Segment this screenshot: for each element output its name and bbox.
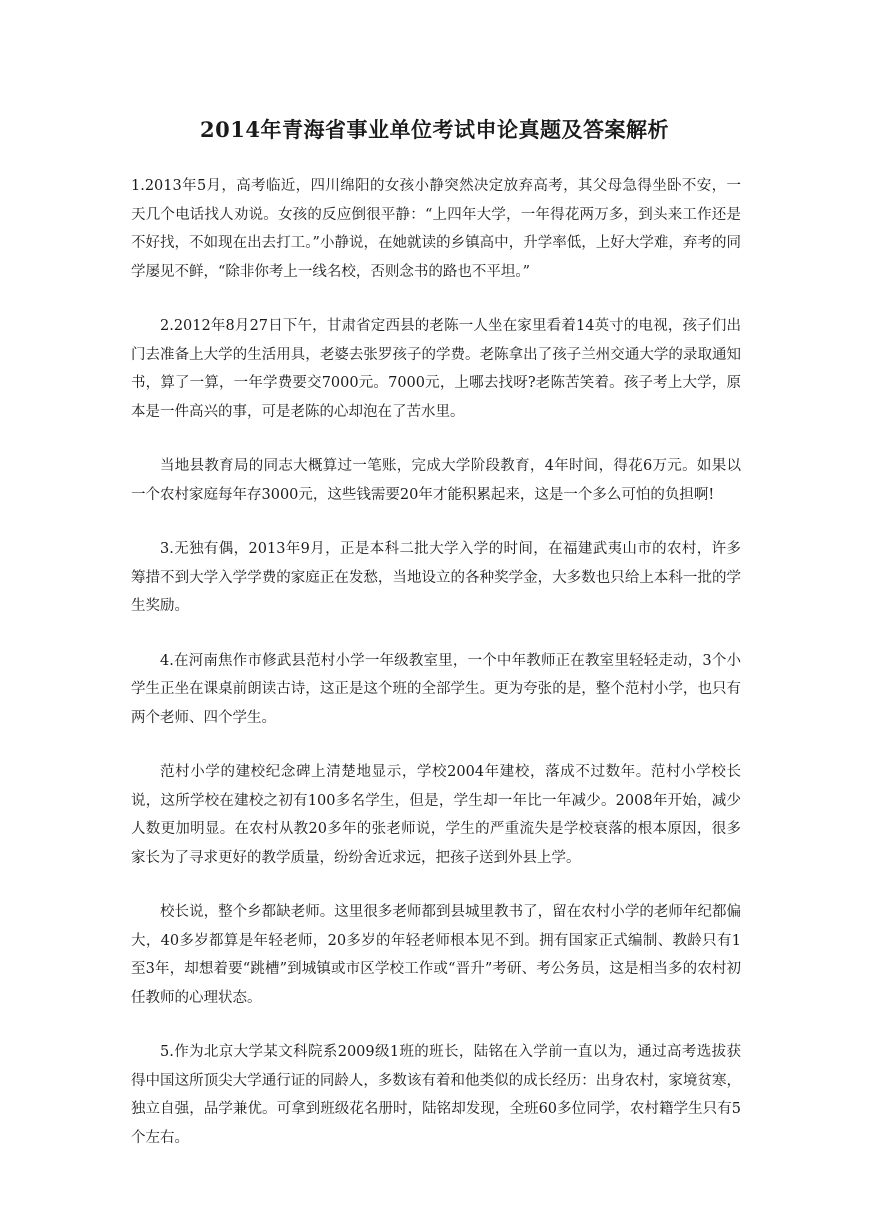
paragraph-3: 当地县教育局的同志大概算过一笔账，完成大学阶段教育，4年时间，得花6万元。如果以一个农村家庭每年存3000元，这些钱需要20年才能积累起来，这是一个多么可怕的负担啊! xyxy=(131,458,741,503)
paragraph-1: 1.2013年5月，高考临近，四川绵阳的女孩小静突然决定放弃高考，其父母急得坐卧不安，一天几个电话找人劝说。女孩的反应倒很平静：“上四年大学，一年得花两万多，到头来工作还是不好找，不如现在出去打工。”小静说，在她就读的乡镇高中，升学率低，上好大学难，弃考的同学屡见不鲜，“除非你考上一线名校，否则念书的路也不平坦。” xyxy=(131,178,741,280)
paragraph-2: 2.2012年8月27日下午，甘肃省定西县的老陈一人坐在家里看着14英寸的电视，孩子们出门去准备上大学的生活用具，老婆去张罗孩子的学费。老陈拿出了孩子兰州交通大学的录取通知书，算了一算，一年学费要交7000元。7000元，上哪去找呀?老陈苦笑着。孩子考上大学，原本是一件高兴的事，可是老陈的心却泡在了苦水里。 xyxy=(131,318,741,420)
paragraph-4: 3.无独有偶，2013年9月，正是本科二批大学入学的时间，在福建武夷山市的农村，许多筹措不到大学入学学费的家庭正在发愁，当地设立的各种奖学金，大多数也只给上本科一批的学生奖励。 xyxy=(131,541,741,614)
paragraph-8: 5.作为北京大学某文科院系2009级1班的班长，陆铭在入学前一直以为，通过高考选拔获得中国这所顶尖大学通行证的同龄人，多数该有着和他类似的成长经历：出身农村，家境贫寒，独立自强，品学兼优。可拿到班级花名册时，陆铭却发现，全班60多位同学，农村籍学生只有5个左右。 xyxy=(131,1044,741,1146)
paragraph-7: 校长说，整个乡都缺老师。这里很多老师都到县城里教书了，留在农村小学的老师年纪都偏大，40多岁都算是年轻老师，20多岁的年轻老师根本见不到。拥有国家正式编制、教龄只有1至3年，却想着要“跳槽”到城镇或市区学校工作或“晋升”考研、考公务员，这是相当多的农村初任教师的心理状态。 xyxy=(131,904,741,1006)
document-title: 2014年青海省事业单位考试申论真题及答案解析 xyxy=(200,117,669,142)
paragraph-6: 范村小学的建校纪念碑上清楚地显示，学校2004年建校，落成不过数年。范村小学校长说，这所学校在建校之初有100多名学生，但是，学生却一年比一年减少。2008年开始，减少人数更加明显。在农村从教20多年的张老师说，学生的严重流失是学校衰落的根本原因，很多家长为了寻求更好的教学质量，纷纷舍近求远，把孩子送到外县上学。 xyxy=(131,764,741,866)
document-body xyxy=(131,172,741,1178)
paragraph-5: 4.在河南焦作市修武县范村小学一年级教室里，一个中年教师正在教室里轻轻走动，3个小学生正坐在课桌前朗读古诗，这正是这个班的全部学生。更为夸张的是，整个范村小学，也只有两个老师、四个学生。 xyxy=(131,652,741,726)
